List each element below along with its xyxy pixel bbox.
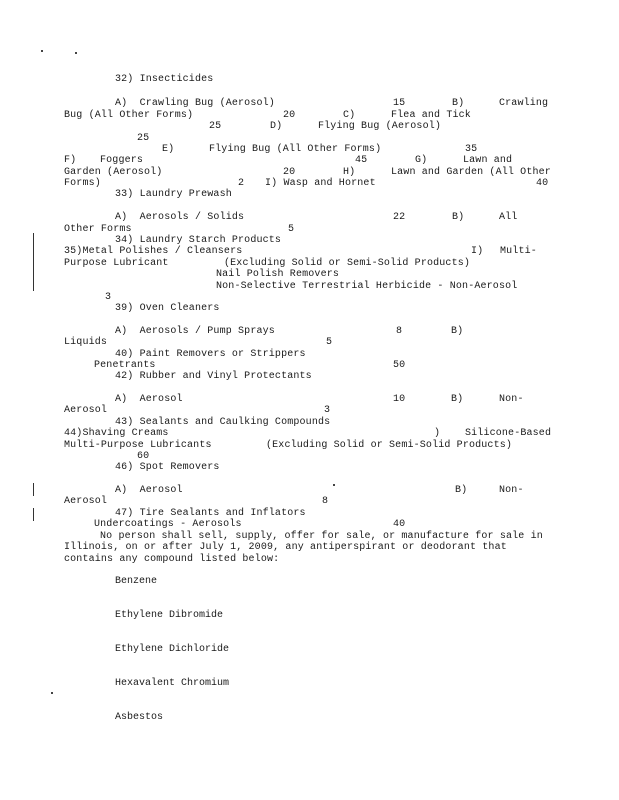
document-text-line: A) Aerosols / Solids: [115, 212, 245, 223]
document-text-line: Purpose Lubricant: [64, 258, 169, 269]
document-text-line: Multi-Purpose Lubricants: [64, 440, 212, 451]
document-text-line: B): [452, 212, 465, 223]
document-text-line: 20: [283, 167, 296, 178]
document-text-line: All: [499, 212, 518, 223]
document-text-line: Illinois, on or after July 1, 2009, any antiperspirant or deodorant that: [64, 542, 507, 553]
document-text-line: G): [415, 155, 428, 166]
document-text-line: Lawn and: [463, 155, 513, 166]
document-text-line: Nail Polish Removers: [216, 269, 340, 280]
document-text-line: 46) Spot Removers: [115, 462, 220, 473]
document-text-line: 25: [209, 121, 222, 132]
document-text-line: contains any compound listed below:: [64, 554, 280, 565]
document-text-line: Non-: [499, 485, 524, 496]
compound-item: Benzene: [115, 576, 158, 587]
margin-change-bar: [33, 508, 34, 521]
document-text-line: 43) Sealants and Caulking Compounds: [115, 417, 331, 428]
compound-item: Hexavalent Chromium: [115, 678, 230, 689]
document-text-line: 44)Shaving Creams: [64, 428, 169, 439]
document-text-line: 42) Rubber and Vinyl Protectants: [115, 371, 312, 382]
document-text-line: 10: [393, 394, 406, 405]
document-text-line: 8: [396, 326, 403, 337]
document-text-line: F): [64, 155, 77, 166]
document-text-line: 15: [393, 98, 406, 109]
document-text-line: Lawn and Garden (All Other: [391, 167, 551, 178]
document-text-line: I): [471, 246, 484, 257]
document-text-line: 47) Tire Sealants and Inflators: [115, 508, 306, 519]
document-text-line: E): [162, 144, 175, 155]
document-text-line: B): [451, 394, 464, 405]
document-text-line: Aerosol: [64, 496, 108, 507]
document-text-line: 45: [355, 155, 368, 166]
document-text-line: B): [451, 326, 464, 337]
document-text-line: (Excluding Solid or Semi-Solid Products): [224, 258, 471, 269]
document-text-line: Liquids: [64, 337, 108, 348]
document-text-line: 32) Insecticides: [115, 74, 214, 85]
compound-item: Asbestos: [115, 712, 164, 723]
document-text-line: 35: [465, 144, 478, 155]
document-text-line: A) Aerosol: [115, 394, 183, 405]
document-text-line: Flea and Tick: [391, 110, 471, 121]
document-text-line: Garden (Aerosol): [64, 167, 163, 178]
document-text-line: Silicone-Based: [465, 428, 552, 439]
document-text-line: Multi-: [500, 246, 537, 257]
document-text-line: D): [270, 121, 283, 132]
document-text-line: H): [343, 167, 356, 178]
document-text-line: 39) Oven Cleaners: [115, 303, 220, 314]
document-text-line: A) Aerosols / Pump Sprays: [115, 326, 275, 337]
document-text-line: Other Forms: [64, 224, 132, 235]
margin-change-bar: [33, 483, 34, 496]
document-text-line: 8: [322, 496, 329, 507]
document-text-line: C): [343, 110, 356, 121]
document-text-line: Aerosol: [64, 405, 108, 416]
document-text-line: A) Aerosol: [115, 485, 183, 496]
document-text-line: 34) Laundry Starch Products: [115, 235, 282, 246]
margin-change-bar: [33, 233, 34, 291]
document-text-line: Crawling: [499, 98, 549, 109]
document-text-line: Flying Bug (Aerosol): [318, 121, 442, 132]
document-text-line: Flying Bug (All Other Forms): [209, 144, 382, 155]
document-text-line: A) Crawling Bug (Aerosol): [115, 98, 275, 109]
document-text-line: B): [455, 485, 468, 496]
document-text-line: 3: [324, 405, 331, 416]
document-text-line: Non-Selective Terrestrial Herbicide - Non-Aerosol: [216, 281, 518, 292]
document-text-line: 50: [393, 360, 406, 371]
document-text-line: 40) Paint Removers or Strippers: [115, 349, 306, 360]
document-text-line: 2: [238, 178, 245, 189]
document-text-line: 33) Laundry Prewash: [115, 189, 232, 200]
document-text-line: B): [452, 98, 465, 109]
document-text-line: 3: [105, 292, 112, 303]
document-text-line: Undercoatings - Aerosols: [94, 519, 242, 530]
document-text-line: Non-: [499, 394, 524, 405]
document-text-line: No person shall sell, supply, offer for sale, or manufacture for sale in: [100, 531, 543, 542]
document-text-line: 22: [393, 212, 406, 223]
document-text-line: (Excluding Solid or Semi-Solid Products): [266, 440, 513, 451]
document-text-line: Penetrants: [94, 360, 156, 371]
document-text-line: Bug (All Other Forms): [64, 110, 194, 121]
scan-speck: [51, 692, 53, 694]
document-text-line: 35)Metal Polishes / Cleansers: [64, 246, 243, 257]
scan-speck: [41, 50, 43, 52]
document-text-line: 20: [283, 110, 296, 121]
document-text-line: 40: [393, 519, 406, 530]
document-text-line: I) Wasp and Hornet: [265, 178, 376, 189]
document-text-line: Foggers: [100, 155, 144, 166]
document-text-line: 40: [536, 178, 549, 189]
document-text-line: ): [434, 428, 441, 439]
document-text-line: 5: [326, 337, 333, 348]
compound-item: Ethylene Dibromide: [115, 610, 224, 621]
document-text-line: 5: [288, 224, 295, 235]
document-text-line: 25: [137, 133, 150, 144]
scan-speck: [333, 484, 335, 486]
document-text-line: 60: [137, 451, 150, 462]
scan-speck: [75, 52, 77, 54]
compound-item: Ethylene Dichloride: [115, 644, 230, 655]
document-text-line: Forms): [64, 178, 101, 189]
